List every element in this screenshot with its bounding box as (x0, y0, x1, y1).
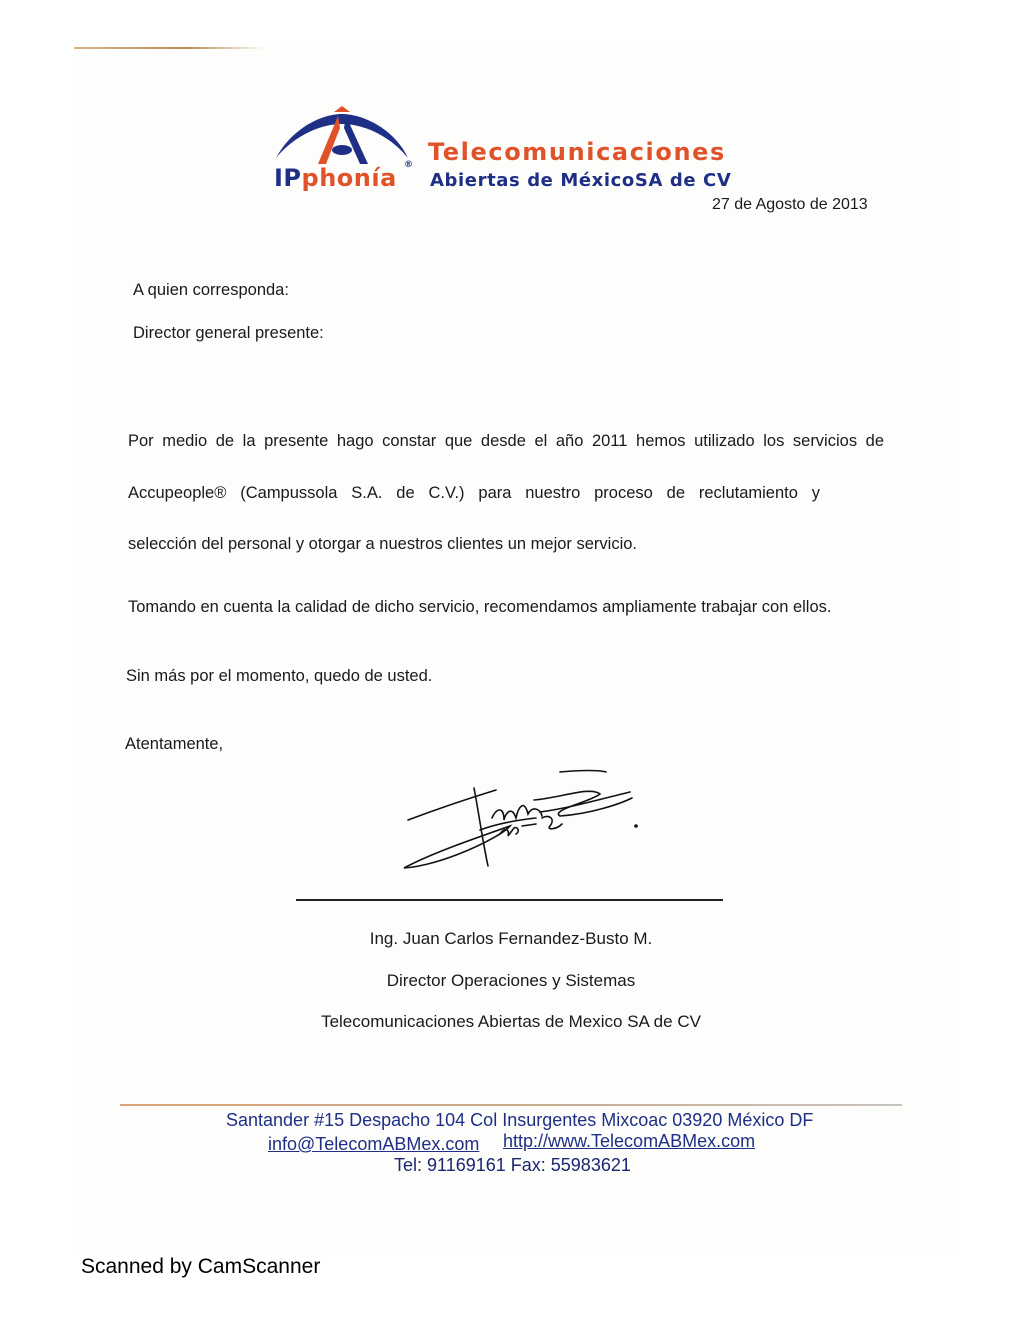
handwritten-signature (400, 768, 660, 878)
body-paragraph-1-line-2: Accupeople® (Campussola S.A. de C.V.) para nuestro proceso de reclutamiento y (128, 484, 820, 502)
closing: Atentamente, (125, 735, 224, 753)
salutation-line-2: Director general presente: (133, 324, 324, 342)
company-logo (272, 106, 412, 196)
footer-rule (120, 1104, 902, 1106)
footer-address: Santander #15 Despacho 104 Col Insurgentes Mixcoac 03920 México DF (226, 1110, 814, 1130)
footer-email-link[interactable]: info@TelecomABMex.com (268, 1134, 480, 1154)
signatory-title: Director Operaciones y Sistemas (386, 971, 636, 990)
logo-word-ip: IP (274, 164, 302, 192)
company-name-line-2: Abiertas de MéxicoSA de CV (430, 170, 732, 191)
signatory-company: Telecomunicaciones Abiertas de Mexico SA de CV (321, 1012, 701, 1031)
company-name-line-1: Telecomunicaciones (428, 138, 726, 166)
top-rule (74, 47, 264, 49)
body-paragraph-1-line-1: Por medio de la presente hago constar que desde el año 2011 hemos utilizado los servicios de (128, 432, 884, 450)
scanner-watermark: Scanned by CamScanner (81, 1255, 321, 1278)
signatory-name: Ing. Juan Carlos Fernandez-Busto M. (369, 929, 653, 948)
letter-page (74, 46, 958, 1256)
salutation-line-1: A quien corresponda: (133, 281, 289, 299)
footer-website-link[interactable]: http://www.TelecomABMex.com (503, 1131, 756, 1151)
body-paragraph-1-line-3: selección del personal y otorgar a nuestros clientes un mejor servicio. (128, 535, 638, 553)
logo-word-rest: phonía (301, 164, 397, 192)
registered-mark: ® (404, 160, 414, 170)
letter-date: 27 de Agosto de 2013 (712, 196, 868, 213)
body-paragraph-3: Sin más por el momento, quedo de usted. (126, 667, 433, 685)
footer-phones: Tel: 91169161 Fax: 55983621 (394, 1155, 631, 1175)
body-paragraph-2: Tomando en cuenta la calidad de dicho servicio, recomendamos ampliamente trabajar con ellos. (128, 598, 832, 616)
ipphonia-logo-icon (272, 106, 412, 166)
logo-wordmark (274, 160, 414, 192)
signature-line (296, 899, 723, 901)
